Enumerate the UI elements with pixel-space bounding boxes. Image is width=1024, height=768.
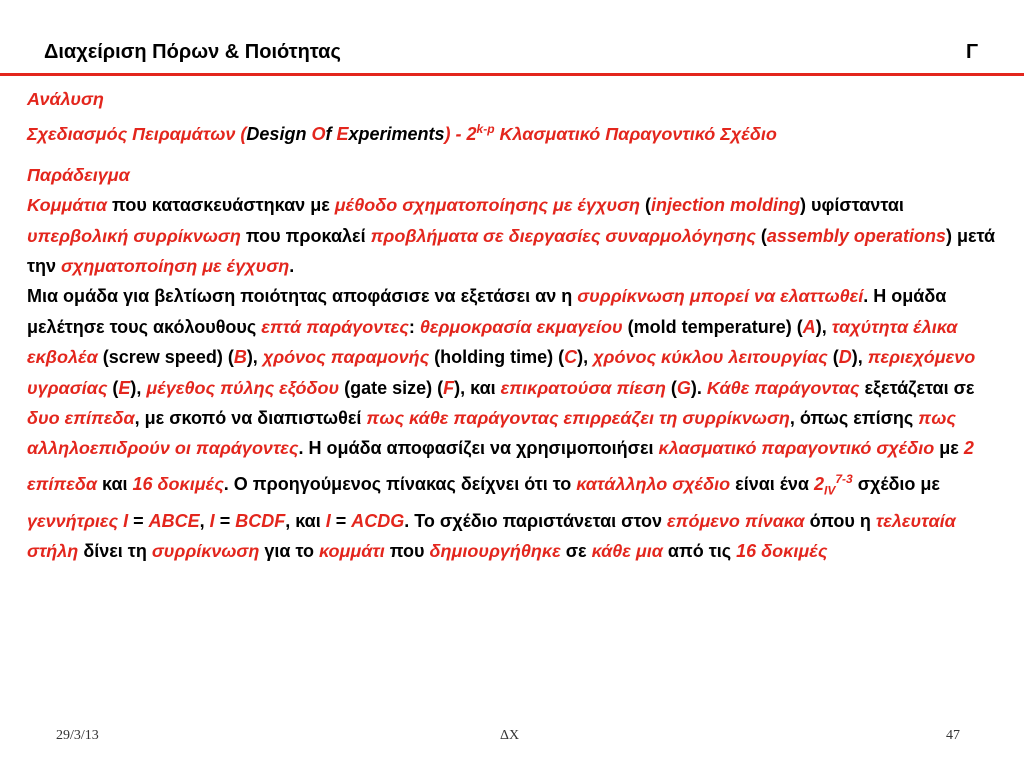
text-run: I <box>123 510 129 531</box>
text-run: εξετάζεται σε <box>859 377 975 398</box>
text-run: (mold temperature) ( <box>622 316 803 337</box>
text-run: ταχύτητα έλικα εκβολέα <box>27 316 958 368</box>
footer-center: ΔΧ <box>500 728 520 743</box>
text-run: 16 δοκιμές <box>132 473 224 494</box>
text-run: ( <box>755 225 767 246</box>
doe-heading-part: O <box>311 124 326 145</box>
text-run: επτά παράγοντες <box>261 316 409 337</box>
text-run: μέθοδο σχηματοποίησης με έγχυση <box>334 195 641 216</box>
text-run: . Η ομάδα μελέτησε τους ακόλουθους <box>27 286 947 337</box>
doe-heading-part: esign <box>259 124 312 145</box>
text-run: δίνει τη <box>78 541 152 562</box>
doe-heading <box>27 114 1002 149</box>
text-run: κλασματικό παραγοντικό σχέδιο <box>658 438 935 459</box>
text-run: IV <box>824 483 836 498</box>
text-run: . <box>289 256 295 277</box>
text-run: κάθε μια <box>591 541 663 562</box>
text-run: σε <box>560 541 592 562</box>
text-run: συρρίκνωση <box>151 541 260 562</box>
header-divider <box>0 73 1024 76</box>
text-run: , όπως επίσης <box>789 408 919 429</box>
text-run: που κατασκευάστηκαν με <box>107 195 335 216</box>
text-run: ), και <box>454 377 501 398</box>
text-run: πως κάθε παράγοντας επιρρεάζει τη συρρίκνωση <box>366 408 790 429</box>
text-run: F <box>443 377 455 398</box>
text-run: χρόνος κύκλου λειτουργίας <box>593 347 828 368</box>
text-run: (gate size) ( <box>339 377 444 398</box>
text-run: (holding time) ( <box>429 347 565 368</box>
doe-heading-part: xperiments <box>348 124 445 145</box>
text-run: που προκαλεί <box>240 225 371 246</box>
text-run: συρρίκνωση μπορεί να ελαττωθεί <box>577 286 864 307</box>
text-run: (screw speed) ( <box>97 347 234 368</box>
text-run: ( <box>665 377 677 398</box>
text-run: injection molding <box>651 195 801 216</box>
text-run: Κάθε παράγοντας <box>706 377 860 398</box>
text-run: όπου η <box>804 510 876 531</box>
text-run: χρόνος παραμονής <box>262 347 430 368</box>
doe-heading-exponent: k-p <box>476 122 495 137</box>
text-run: 7-3 <box>835 471 853 486</box>
doe-heading-part: D <box>246 124 260 145</box>
text-run: C <box>564 347 578 368</box>
text-run: G <box>676 377 691 398</box>
text-run: ) μετά την <box>27 225 996 277</box>
text-run: = <box>330 510 352 531</box>
text-run: δυο επίπεδα <box>27 408 135 429</box>
text-run: 2 επίπεδα <box>27 438 974 494</box>
text-run: προβλήματα σε διεργασίες συναρμολόγησης <box>370 225 756 246</box>
text-run: και <box>97 473 133 494</box>
text-run: Μια ομάδα για βελτίωση ποιότητας αποφάσισε να εξετάσει αν η <box>27 286 578 307</box>
text-run: σχηματοποίηση με έγχυση <box>61 256 290 277</box>
text-run: : <box>408 316 420 337</box>
text-run: , και <box>285 510 326 531</box>
text-run: επικρατούσα πίεση <box>500 377 666 398</box>
text-run: ABCE <box>148 510 200 531</box>
slide-body <box>27 84 1002 567</box>
doe-heading-part: Κλασματικό Παραγοντικό Σχέδιο <box>494 124 777 145</box>
text-run: κατάλληλο σχέδιο <box>576 473 731 494</box>
text-run: . Η ομάδα αποφασίζει να χρησιμοποιήσει <box>298 438 659 459</box>
slide-header-letter: Γ <box>966 41 979 63</box>
text-run: δημιουργήθηκε <box>429 541 561 562</box>
text-run: Κομμάτια <box>27 195 108 216</box>
text-run: γεννήτριες <box>27 510 119 531</box>
text-run: για το <box>259 541 319 562</box>
paragraph-injection-molding <box>27 190 1002 281</box>
slide-header-title: Διαχείριση Πόρων & Ποιότητας <box>44 41 341 63</box>
text-run: ). <box>690 377 707 398</box>
doe-heading-part: E <box>336 124 349 145</box>
text-run: που <box>384 541 430 562</box>
text-run: ( <box>107 377 119 398</box>
text-run: . Ο προηγούμενος πίνακας δείχνει ότι το <box>223 473 577 494</box>
footer-date: 29/3/13 <box>56 728 99 743</box>
text-run: ), <box>577 347 594 368</box>
text-run: = <box>128 510 149 531</box>
text-run: περιεχόμενο υγρασίας <box>27 347 976 398</box>
doe-heading-part: ) - 2 <box>444 124 477 145</box>
text-run: ), <box>246 347 263 368</box>
text-run: με <box>934 438 964 459</box>
footer-page-number: 47 <box>946 728 960 743</box>
text-run: από τις <box>662 541 737 562</box>
text-run: B <box>233 347 247 368</box>
doe-heading-part: f <box>325 124 337 145</box>
text-run: A <box>802 316 816 337</box>
text-run: μέγεθος πύλης εξόδου <box>146 377 340 398</box>
text-run: 16 δοκιμές <box>736 541 828 562</box>
text-run: ), <box>815 316 832 337</box>
text-run: υπερβολική συρρίκνωση <box>27 225 241 246</box>
text-run: τελευταία στήλη <box>27 510 956 562</box>
text-run: 2 <box>813 473 824 494</box>
text-run: I <box>209 510 215 531</box>
text-run: assembly operations <box>766 225 946 246</box>
text-run: πως αλληλοεπιδρούν οι παράγοντες <box>27 408 956 459</box>
text-run: θερμοκρασία εκμαγείου <box>419 316 623 337</box>
paragraph-quality-team <box>27 281 1002 566</box>
example-heading: Παράδειγμα <box>27 164 130 185</box>
text-run: BCDF <box>235 510 286 531</box>
text-run: D <box>838 347 852 368</box>
text-run: I <box>325 510 331 531</box>
text-run: ) υφίστανται <box>800 195 904 216</box>
text-run: ( <box>827 347 839 368</box>
doe-heading-part: Σχεδιασμός Πειραμάτων ( <box>27 124 247 145</box>
text-run: , με σκοπό να διαπιστωθεί <box>134 408 367 429</box>
text-run: ACDG <box>351 510 405 531</box>
text-run: = <box>214 510 236 531</box>
text-run: . Το σχέδιο παριστάνεται στον <box>404 510 668 531</box>
analysis-heading: Ανάλυση <box>27 89 104 109</box>
text-run: ), <box>851 347 868 368</box>
text-run: είναι ένα <box>730 473 814 494</box>
text-run: , <box>199 510 210 531</box>
text-run: επόμενο πίνακα <box>667 510 805 531</box>
text-run: σχέδιο με <box>852 473 940 494</box>
text-run: κομμάτι <box>318 541 385 562</box>
text-run: ), <box>130 377 147 398</box>
text-run: ( <box>640 195 652 216</box>
text-run: E <box>118 377 131 398</box>
